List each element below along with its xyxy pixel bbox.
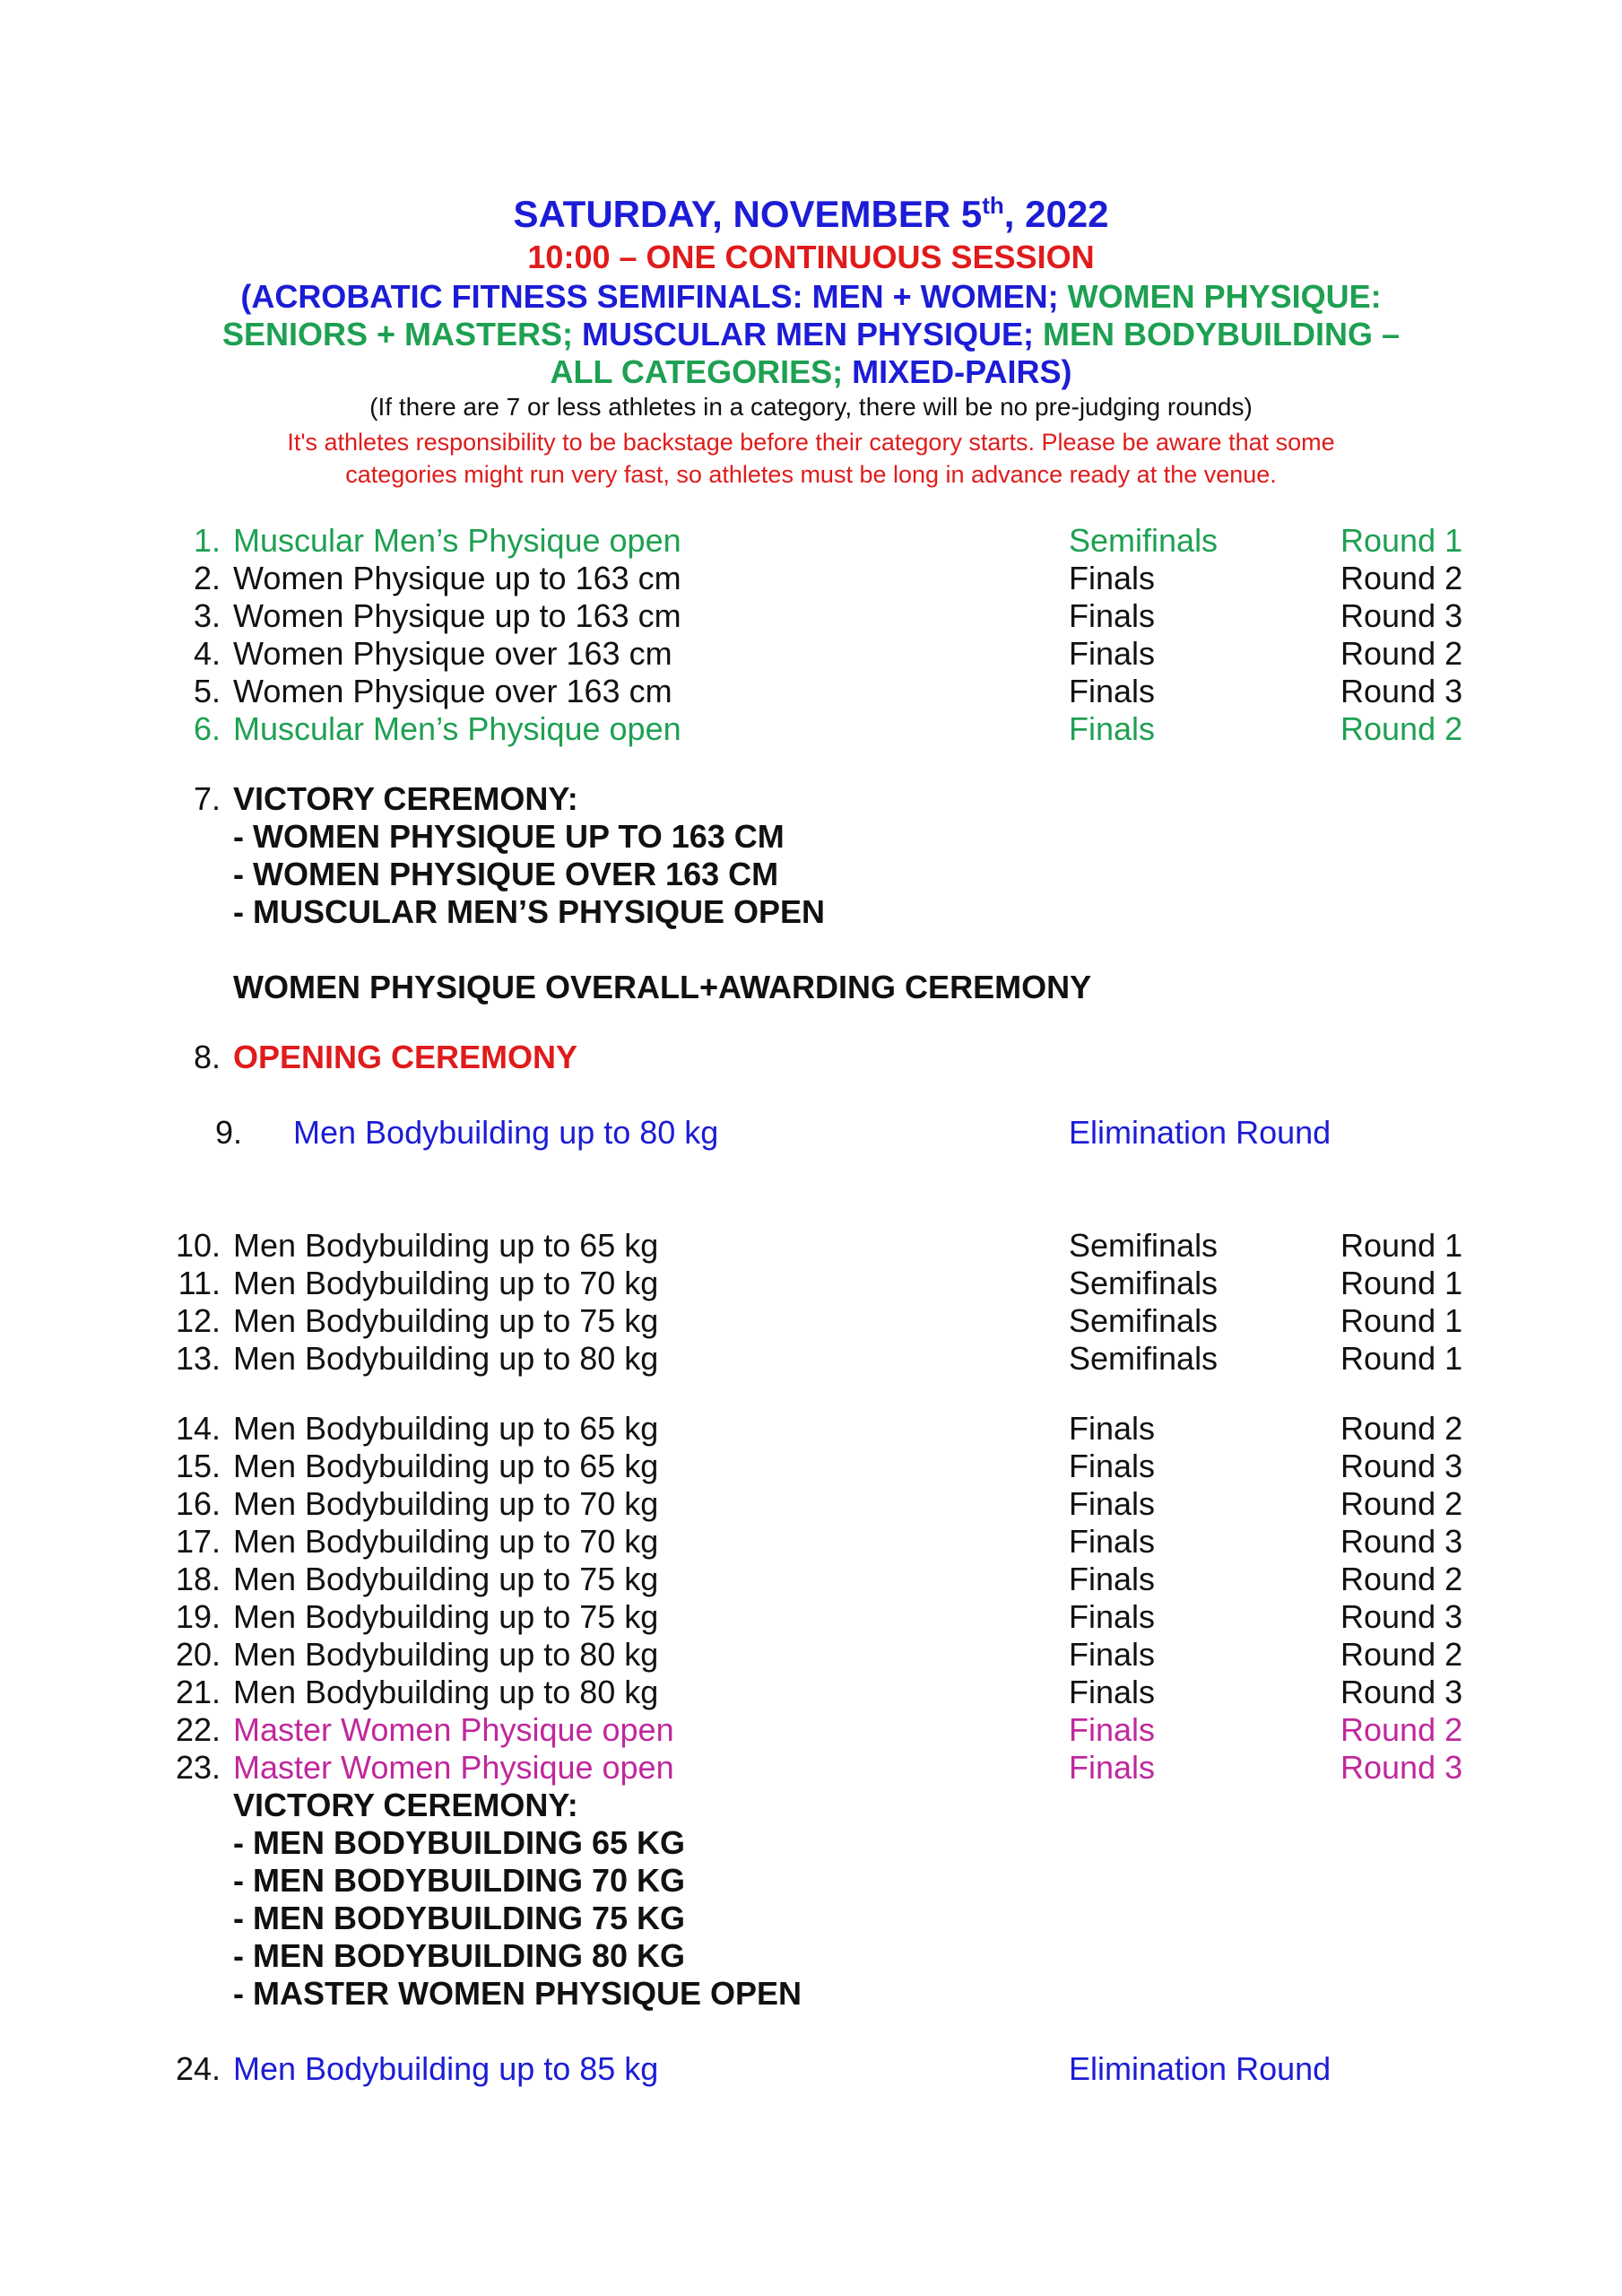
schedule-row [0, 560, 1622, 597]
session-desc-part: (ACROBATIC FITNESS SEMIFINALS: MEN + WOMEN; [240, 278, 1068, 315]
category-name: Men Bodybuilding up to 80 kg [233, 1340, 659, 1377]
row-number: 1. [193, 522, 221, 559]
category-name: Muscular Men’s Physique open [233, 710, 681, 747]
schedule-row [0, 1485, 1622, 1523]
session-desc-part: SENIORS + MASTERS; [221, 316, 582, 352]
warning-line-1: It's athletes responsibility to be backstage before their category starts. Please be aware that some [287, 429, 1335, 456]
round-label: Round 3 [1340, 1523, 1463, 1560]
row-number: 23. [175, 1749, 221, 1786]
round-label: Round 2 [1340, 1711, 1463, 1748]
schedule-row [0, 710, 1622, 748]
schedule-row [0, 1448, 1622, 1485]
ceremony-title: VICTORY CEREMONY: [233, 780, 578, 817]
round-label: Round 1 [1340, 1265, 1463, 1301]
round-label: Round 2 [1340, 710, 1463, 747]
ceremony-item: - WOMEN PHYSIQUE UP TO 163 CM [233, 818, 785, 855]
round-label: Round 1 [1340, 522, 1463, 559]
ceremony-item: - MEN BODYBUILDING 65 KG [233, 1824, 686, 1861]
stage-label: Finals [1069, 1674, 1156, 1710]
schedule-row [0, 597, 1622, 635]
row-number: 7. [193, 780, 221, 817]
row-number: 22. [175, 1711, 221, 1748]
category-name: Women Physique over 163 cm [233, 635, 672, 672]
round-label: Round 2 [1340, 560, 1463, 596]
warning-line-2: categories might run very fast, so athletes must be long in advance ready at the venue. [345, 461, 1277, 488]
round-label: Round 1 [1340, 1340, 1463, 1377]
category-name: Men Bodybuilding up to 70 kg [233, 1485, 659, 1522]
stage-label: Finals [1069, 673, 1156, 709]
row-number: 11. [178, 1265, 221, 1301]
overall-awarding-ceremony: WOMEN PHYSIQUE OVERALL+AWARDING CEREMONY [233, 969, 1092, 1005]
session-desc-part: MUSCULAR MEN PHYSIQUE; [582, 316, 1044, 352]
ceremony-item: - MEN BODYBUILDING 80 KG [233, 1937, 686, 1974]
row-number: 10. [175, 1227, 221, 1264]
stage-label: Finals [1069, 635, 1156, 672]
schedule-row [0, 1749, 1622, 1787]
schedule-row [0, 1674, 1622, 1711]
schedule-row [0, 1598, 1622, 1636]
session-description-line-2 [0, 316, 1622, 353]
stage-label: Finals [1069, 1485, 1156, 1522]
category-name: Master Women Physique open [233, 1711, 674, 1748]
row-number: 6. [193, 710, 221, 747]
round-label: Round 2 [1340, 1561, 1463, 1597]
schedule-row [0, 1561, 1622, 1598]
category-name: Men Bodybuilding up to 70 kg [233, 1523, 659, 1560]
stage-label: Semifinals [1069, 1265, 1219, 1301]
schedule-row [0, 1410, 1622, 1448]
session-desc-part: ALL CATEGORIES; [550, 353, 853, 390]
stage-label: Elimination Round [1069, 2050, 1331, 2087]
date-ordinal: th [982, 192, 1004, 219]
schedule-row [0, 522, 1622, 560]
schedule-row [0, 1340, 1622, 1378]
prejudging-note: (If there are 7 or less athletes in a category, there will be no pre-judging rounds) [369, 393, 1253, 421]
stage-label: Finals [1069, 1598, 1156, 1635]
round-label: Round 3 [1340, 1674, 1463, 1710]
schedule-row [0, 1302, 1622, 1340]
row-number: 21. [175, 1674, 221, 1710]
row-number: 18. [175, 1561, 221, 1597]
category-name: Women Physique up to 163 cm [233, 597, 681, 634]
round-label: Round 3 [1340, 597, 1463, 634]
row-number: 13. [175, 1340, 221, 1377]
row-number: 15. [175, 1448, 221, 1484]
stage-label: Finals [1069, 1636, 1156, 1673]
round-label: Round 2 [1340, 1410, 1463, 1447]
elimination-row [0, 1114, 1622, 1152]
elimination-row [0, 2050, 1622, 2088]
row-number: 14. [175, 1410, 221, 1447]
date-text: SATURDAY, NOVEMBER 5 [513, 193, 983, 235]
category-name: Men Bodybuilding up to 80 kg [293, 1114, 719, 1151]
ceremony-title: VICTORY CEREMONY: [233, 1787, 578, 1823]
row-number: 19. [175, 1598, 221, 1635]
row-number: 5. [193, 673, 221, 709]
round-label: Round 2 [1340, 1636, 1463, 1673]
schedule-row [0, 635, 1622, 673]
row-number: 16. [175, 1485, 221, 1522]
stage-label: Finals [1069, 560, 1156, 596]
stage-label: Finals [1069, 710, 1156, 747]
session-description-line-1 [0, 278, 1622, 316]
ceremony-item: - MEN BODYBUILDING 75 KG [233, 1900, 686, 1936]
row-number: 2. [193, 560, 221, 596]
stage-label: Finals [1069, 1448, 1156, 1484]
category-name: Women Physique up to 163 cm [233, 560, 681, 596]
schedule-row [0, 1523, 1622, 1561]
category-name: Men Bodybuilding up to 80 kg [233, 1674, 659, 1710]
stage-label: Finals [1069, 1523, 1156, 1560]
date-year: , 2022 [1003, 193, 1109, 235]
schedule-row [0, 1711, 1622, 1749]
stage-label: Finals [1069, 1749, 1156, 1786]
round-label: Round 2 [1340, 635, 1463, 672]
schedule-row [0, 1636, 1622, 1674]
category-name: Men Bodybuilding up to 75 kg [233, 1598, 659, 1635]
stage-label: Semifinals [1069, 522, 1219, 559]
session-time: 10:00 – ONE CONTINUOUS SESSION [527, 239, 1095, 275]
session-desc-part: MEN BODYBUILDING – [1043, 316, 1401, 352]
stage-label: Semifinals [1069, 1302, 1219, 1339]
stage-label: Semifinals [1069, 1227, 1219, 1264]
row-number: 3. [193, 597, 221, 634]
opening-ceremony-row [0, 1039, 1622, 1076]
category-name: Men Bodybuilding up to 70 kg [233, 1265, 659, 1301]
category-name: Men Bodybuilding up to 75 kg [233, 1561, 659, 1597]
ceremony-item: - MEN BODYBUILDING 70 KG [233, 1862, 686, 1899]
stage-label: Finals [1069, 1711, 1156, 1748]
session-desc-part: WOMEN PHYSIQUE: [1067, 278, 1382, 315]
stage-label: Finals [1069, 1410, 1156, 1447]
schedule-row [0, 673, 1622, 710]
row-number: 17. [175, 1523, 221, 1560]
category-name: Muscular Men’s Physique open [233, 522, 681, 559]
stage-label: Finals [1069, 597, 1156, 634]
row-number: 24. [175, 2050, 221, 2087]
category-name: Master Women Physique open [233, 1749, 674, 1786]
row-number: 9. [215, 1114, 243, 1151]
round-label: Round 3 [1340, 1749, 1463, 1786]
category-name: Men Bodybuilding up to 65 kg [233, 1410, 659, 1447]
stage-label: Semifinals [1069, 1340, 1219, 1377]
round-label: Round 1 [1340, 1302, 1463, 1339]
schedule-row [0, 1227, 1622, 1265]
row-number: 12. [175, 1302, 221, 1339]
session-description-line-3 [0, 353, 1622, 391]
row-number: 4. [193, 635, 221, 672]
row-number: 20. [175, 1636, 221, 1673]
round-label: Round 1 [1340, 1227, 1463, 1264]
ceremony-item: - MUSCULAR MEN’S PHYSIQUE OPEN [233, 893, 826, 930]
category-name: Men Bodybuilding up to 75 kg [233, 1302, 659, 1339]
schedule-row [0, 1265, 1622, 1302]
stage-label: Elimination Round [1069, 1114, 1331, 1151]
victory-ceremony-row [0, 780, 1622, 818]
round-label: Round 3 [1340, 1448, 1463, 1484]
row-number: 8. [193, 1039, 221, 1075]
ceremony-item: - MASTER WOMEN PHYSIQUE OPEN [233, 1975, 802, 2012]
ceremony-title: OPENING CEREMONY [233, 1039, 578, 1075]
category-name: Women Physique over 163 cm [233, 673, 672, 709]
round-label: Round 3 [1340, 673, 1463, 709]
category-name: Men Bodybuilding up to 65 kg [233, 1227, 659, 1264]
session-desc-part: MIXED-PAIRS) [852, 353, 1072, 390]
category-name: Men Bodybuilding up to 65 kg [233, 1448, 659, 1484]
event-date-heading [0, 192, 1622, 237]
category-name: Men Bodybuilding up to 85 kg [233, 2050, 659, 2087]
ceremony-item: - WOMEN PHYSIQUE OVER 163 CM [233, 856, 779, 892]
category-name: Men Bodybuilding up to 80 kg [233, 1636, 659, 1673]
round-label: Round 3 [1340, 1598, 1463, 1635]
stage-label: Finals [1069, 1561, 1156, 1597]
round-label: Round 2 [1340, 1485, 1463, 1522]
